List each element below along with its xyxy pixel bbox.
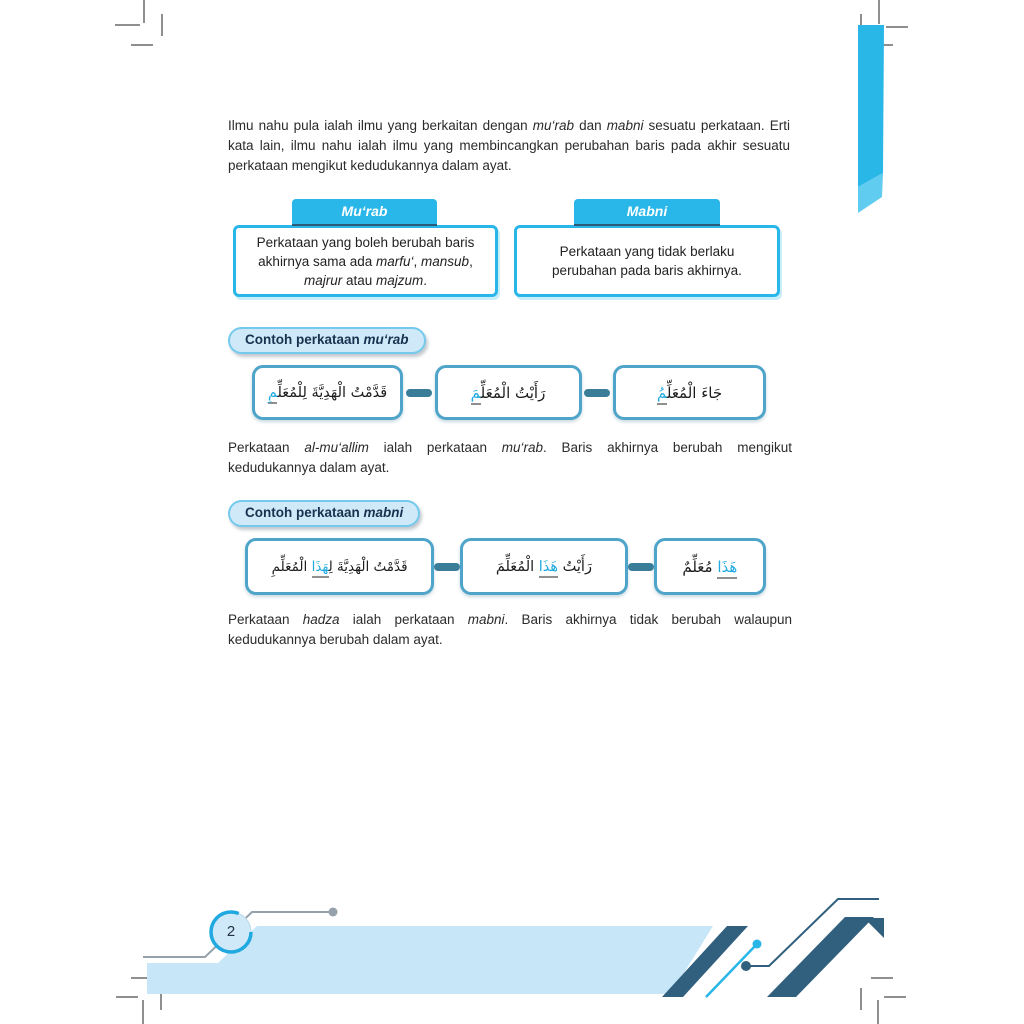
arabic-example-box: قَدَّمْتُ الْهَدِيَّةَ لِلْمُعَلِّ‍‍مِ — [252, 365, 403, 420]
murab-definition-text: Perkataan yang boleh berubah baris akhirnya sama ada marfu‘, mansub, majrur atau majzum. — [256, 234, 475, 288]
mabni-definition-text: Perkataan yang tidak berlaku perubahan pada baris akhirnya. — [552, 244, 742, 278]
example-murab-label: Contoh perkataan mu‘rab — [228, 327, 426, 354]
intro-paragraph: Ilmu nahu pula ialah ilmu yang berkaitan dengan mu‘rab dan mabni sesuatu perkataan. Erti kata lain, ilmu nahu ialah ilmu yang membincangkan perubahan baris pada akhir sesuatu perkataan mengikut kedudukannya dalam ayat. — [228, 118, 791, 173]
footer-triangle — [864, 918, 884, 938]
connector-dash — [434, 563, 460, 571]
connector-dash — [406, 389, 432, 397]
connector-dash — [628, 563, 654, 571]
footer-gray-dot — [329, 908, 338, 917]
mabni-definition-box — [514, 225, 780, 297]
tab-murab: Mu‘rab — [292, 199, 437, 226]
footer-stripe-wide — [767, 917, 874, 997]
arabic-example-box: هَذَا مُعَلِّمٌ — [654, 538, 766, 595]
murab-definition-box — [233, 225, 498, 297]
connector-dash — [584, 389, 610, 397]
arabic-example-box: رَأَيْتُ هَذَا الْمُعَلِّمَ — [460, 538, 628, 595]
page-number-badge: 2 — [226, 923, 236, 940]
murab-caption: Perkataan al-mu‘allim ialah perkataan mu‘rab. Baris akhirnya berubah mengikut kedudukannya dalam ayat. — [228, 440, 792, 475]
arabic-example-box: جَاءَ الْمُعَلِّ‍‍مُ — [613, 365, 766, 420]
footer-cyan-dot — [753, 940, 762, 949]
example-mabni-row — [245, 538, 766, 595]
mabni-caption: Perkataan hadza ialah perkataan mabni. Baris akhirnya tidak berubah walaupun kedudukannya berubah dalam ayat. — [228, 612, 792, 647]
arabic-example-box: رَأَيْتُ الْمُعَلِّ‍‍مَ — [435, 365, 582, 420]
bookmark-ribbon — [858, 25, 884, 187]
example-mabni-label: Contoh perkataan mabni — [228, 500, 420, 527]
arabic-example-box: قَدَّمْتُ الْهَدِيَّةَ لِ‍‍هَذَا الْمُعَلِّمِ — [245, 538, 434, 595]
tab-mabni: Mabni — [574, 199, 720, 226]
example-murab-row — [252, 365, 766, 420]
